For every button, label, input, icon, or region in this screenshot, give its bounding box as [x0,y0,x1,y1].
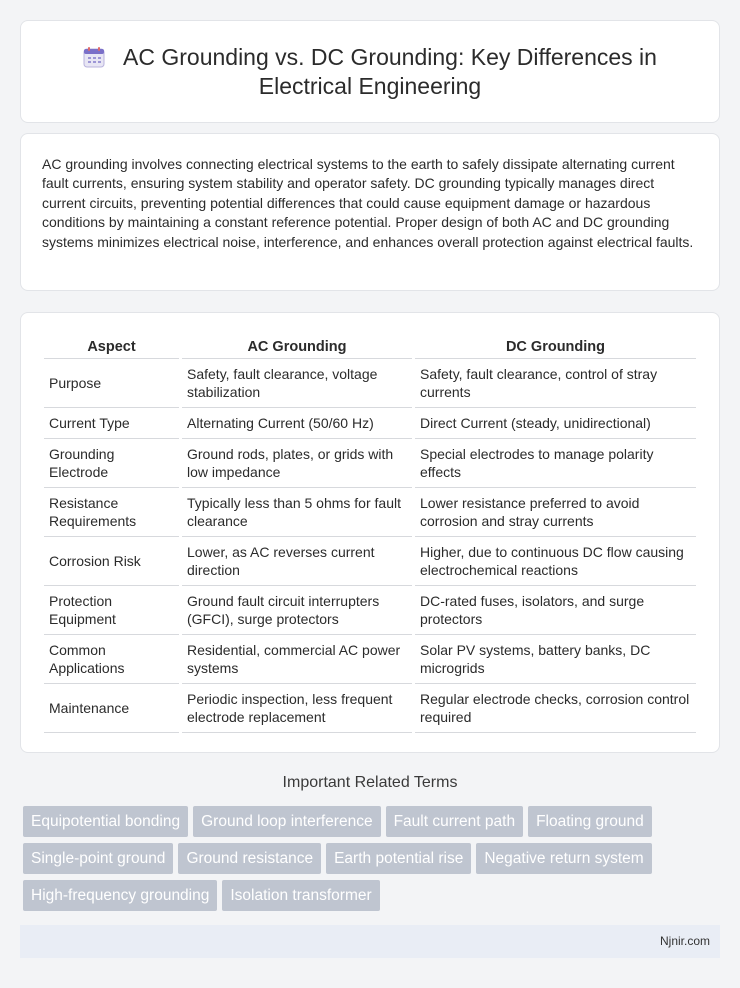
table-cell: Purpose [44,359,179,408]
table-cell: Solar PV systems, battery banks, DC microgrids [415,635,696,684]
table-cell: Resistance Requirements [44,488,179,537]
table-row [44,684,696,733]
tag-high-frequency-grounding[interactable]: High-frequency grounding [23,880,217,911]
intro-card [20,133,720,291]
header-aspect: Aspect [44,335,179,359]
title-line-2: Electrical Engineering [258,73,482,99]
table-cell: Ground fault circuit interrupters (GFCI), surge protectors [182,586,412,635]
table-row [44,359,696,408]
table-cell: Periodic inspection, less frequent electrode replacement [182,684,412,733]
footer-site[interactable]: Njnir.com [659,934,710,948]
tag-ground-resistance[interactable]: Ground resistance [178,843,321,874]
tag-earth-potential-rise[interactable]: Earth potential rise [326,843,471,874]
table-cell: Residential, commercial AC power systems [182,635,412,684]
table-cell: Ground rods, plates, or grids with low impedance [182,439,412,488]
table-cell: Lower resistance preferred to avoid corrosion and stray currents [415,488,696,537]
table-row [44,586,696,635]
table-cell: Current Type [44,408,179,439]
table-row [44,635,696,684]
table-cell: Alternating Current (50/60 Hz) [182,408,412,439]
table-cell: Grounding Electrode [44,439,179,488]
table-row [44,439,696,488]
footer-bar [20,925,720,958]
table-cell: DC-rated fuses, isolators, and surge protectors [415,586,696,635]
tag-row [23,880,703,917]
table-header-row [44,335,696,359]
table-cell: Direct Current (steady, unidirectional) [415,408,696,439]
comparison-card [20,312,720,753]
table-cell: Higher, due to continuous DC flow causing electrochemical reactions [415,537,696,586]
tag-isolation-transformer[interactable]: Isolation transformer [222,880,379,911]
table-cell: Common Applications [44,635,179,684]
tag-row [23,806,703,843]
tag-fault-current-path[interactable]: Fault current path [386,806,523,837]
header-dc: DC Grounding [415,335,696,359]
table-cell: Regular electrode checks, corrosion control required [415,684,696,733]
tag-floating-ground[interactable]: Floating ground [528,806,652,837]
table-cell: Lower, as AC reverses current direction [182,537,412,586]
intro-paragraph: AC grounding involves connecting electrical systems to the earth to safely dissipate alternating current fault currents, ensuring system stability and operator safety. DC grounding typically manages direct current circuits, preventing potential differences that could cause equipment damage or hazardous conditions by maintaining a constant reference potential. Proper design of both AC and DC grounding systems minimizes electrical noise, interference, and enhances overall protection against electrical faults. [42,156,694,250]
title-card [20,20,720,123]
table-cell: Maintenance [44,684,179,733]
calendar-icon [83,46,105,68]
page-title [21,43,719,101]
related-terms-heading: Important Related Terms [282,774,458,791]
table-row [44,537,696,586]
comparison-table [41,335,699,733]
related-terms-list [23,806,703,917]
table-cell: Typically less than 5 ohms for fault clearance [182,488,412,537]
table-cell: Special electrodes to manage polarity effects [415,439,696,488]
tag-row [23,843,703,880]
table-cell: Safety, fault clearance, control of stray currents [415,359,696,408]
tag-ground-loop-interference[interactable]: Ground loop interference [193,806,380,837]
table-cell: Corrosion Risk [44,537,179,586]
tag-negative-return-system[interactable]: Negative return system [476,843,651,874]
table-row [44,408,696,439]
tag-equipotential-bonding[interactable]: Equipotential bonding [23,806,188,837]
table-row [44,488,696,537]
table-cell: Safety, fault clearance, voltage stabilization [182,359,412,408]
table-cell: Protection Equipment [44,586,179,635]
title-line-1: AC Grounding vs. DC Grounding: Key Differences in [123,44,657,70]
header-ac: AC Grounding [182,335,412,359]
tag-single-point-ground[interactable]: Single-point ground [23,843,173,874]
